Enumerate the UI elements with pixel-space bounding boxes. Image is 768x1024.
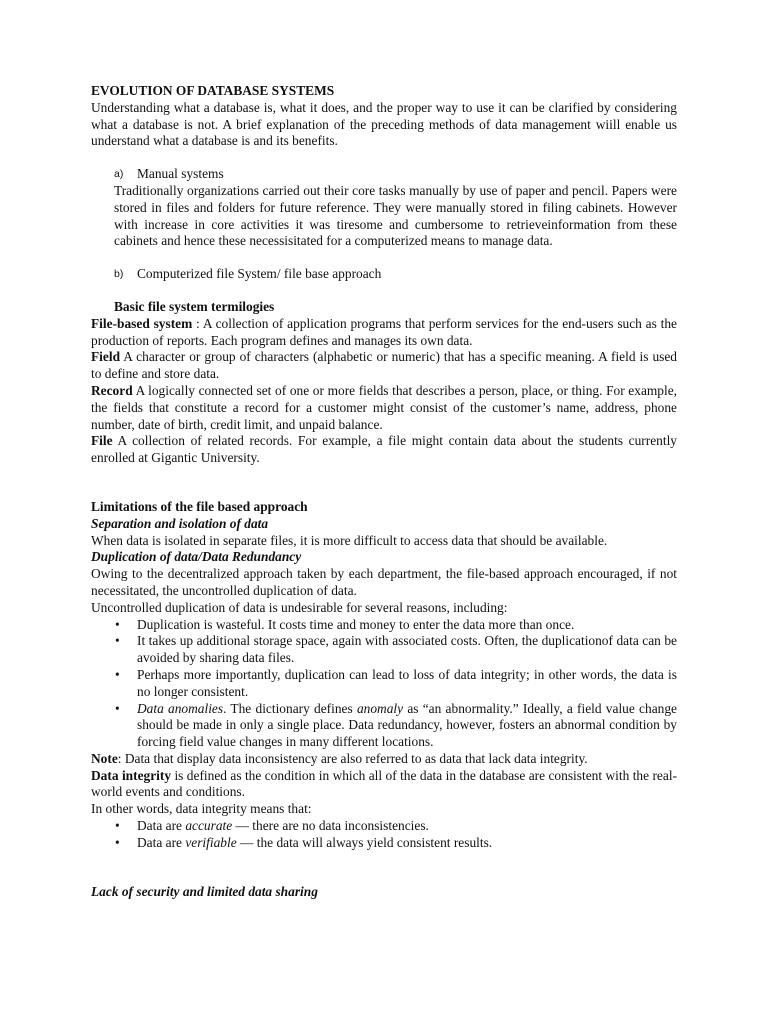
bullet-glyph: • [115,616,120,632]
bullet-text-part: — the data will always yield consistent results. [236,834,493,850]
note-label: Note [91,750,118,766]
definition-text: A logically connected set of one or more fields that describes a person, place, or thing. For example, the fields that constitute a record for a customer might consist of the customer’s name, address, phone number, date of birth, credit limit, and unpaid balance. [91,382,678,432]
duplication-text-1: Owing to the decentralized approach taken by each department, the file-based approach encouraged, if not necessitated, the uncontrolled duplication of data. [91,566,677,598]
bullet-text-part: Data are [137,818,186,834]
bullet-glyph: • [115,818,120,834]
list-item [91,701,677,751]
term: File-based system [91,315,193,331]
emphasis: verifiable [185,834,237,850]
term-sep: : [192,315,203,331]
list-item [91,667,677,701]
definition-text: A collection of application programs that perform services for the end-users such as the production of reports. Each program defines and manages its own data. [91,315,677,348]
duplication-heading: Duplication of data/Data Redundancy [91,549,302,565]
list-item [91,617,677,634]
term: File [91,433,113,449]
term: Record [91,382,133,398]
item-a-heading [114,166,677,183]
bullet-text [137,701,677,751]
item-a-marker: a) [114,168,124,181]
integrity-paragraph [91,768,677,802]
definition-file [91,433,677,467]
emphasis: anomaly [356,700,404,716]
duplication-bullets [91,617,677,751]
bullet-text-part: as “an abnormality.” Ideally, a field value change should be made in only a single place. Data redundancy, however, fosters an abnormal condition by forcing field value changes in many different locations. [137,700,677,750]
bullet-text-part: Data are [137,834,186,850]
duplication-text-2: Uncontrolled duplication of data is undesirable for several reasons, including: [91,599,508,615]
in-other-words: In other words, data integrity means that: [91,801,312,817]
limitations-heading: Limitations of the file based approach [91,498,308,514]
list-item [91,835,677,852]
doc-title: EVOLUTION OF DATABASE SYSTEMS [91,83,335,98]
bullet-glyph: • [115,666,120,682]
definition-text: A character or group of characters (alphabetic or numeric) that has a specific meaning. A field is used to define and store data. [91,349,677,382]
definition-text: A collection of related records. For example, a file might contain data about the students currently enrolled at Gigantic University. [91,433,678,466]
integrity-text: is defined as the condition in which all of the data in the database are consistent with the real-world events and conditions. [91,767,677,800]
separation-text: When data is isolated in separate files, it is more difficult to access data that should be available. [91,532,608,548]
bullet-text-part: — there are no data inconsistencies. [232,818,429,834]
item-b-heading [114,266,677,283]
intro-paragraph: Understanding what a database is, what it does, and the proper way to use it can be clarified by considering what a database is not. A brief explanation of the preceding methods of data management wiill enable us understand what a database is and its benefits. [91,99,677,149]
item-a-text: Traditionally organizations carried out their core tasks manually by use of paper and pencil. Papers were stored in files and folders for future reference. They were manually stored in filing cabinets. However with increase in core activities it was tiresome and cumbersome to retrieveinformation from these cabinets and hence these necessisitated for a computerized means to manage data. [114,182,677,249]
basic-terms-heading: Basic file system termilogies [114,298,275,314]
integrity-term: Data integrity [91,767,172,783]
bullet-text: It takes up additional storage space, again with associated costs. Often, the duplicationof data can be avoided by sharing data files. [137,633,677,666]
bullet-text [137,818,677,835]
definition-file-based-system [91,316,677,350]
lack-security-heading: Lack of security and limited data sharing [91,883,318,899]
bullet-text: Duplication is wasteful. It costs time and money to enter the data more than once. [137,616,575,632]
bullet-glyph: • [115,834,120,850]
list-item [91,818,677,835]
note-paragraph [91,751,677,768]
definition-field [91,349,677,383]
list-item [91,633,677,667]
separation-heading: Separation and isolation of data [91,515,269,531]
bullet-glyph: • [115,700,120,716]
item-a-label: Manual systems [137,166,224,182]
bullet-glyph: • [115,633,120,649]
note-text: : Data that display data inconsistency are also referred to as data that lack data integrity. [117,750,588,766]
definition-record [91,383,677,433]
bullet-text [137,835,677,852]
emphasis: accurate [185,818,233,834]
item-b-marker: b) [114,268,124,281]
document-page [91,83,677,900]
term: Field [91,349,121,365]
bullet-text: Perhaps more importantly, duplication can lead to loss of data integrity; in other words, the data is no longer consistent. [137,666,677,699]
bullet-text-part: . The dictionary defines [223,700,357,716]
item-b-label: Computerized file System/ file base approach [137,266,382,282]
integrity-bullets [91,818,677,852]
emphasis: Data anomalies [137,700,224,716]
